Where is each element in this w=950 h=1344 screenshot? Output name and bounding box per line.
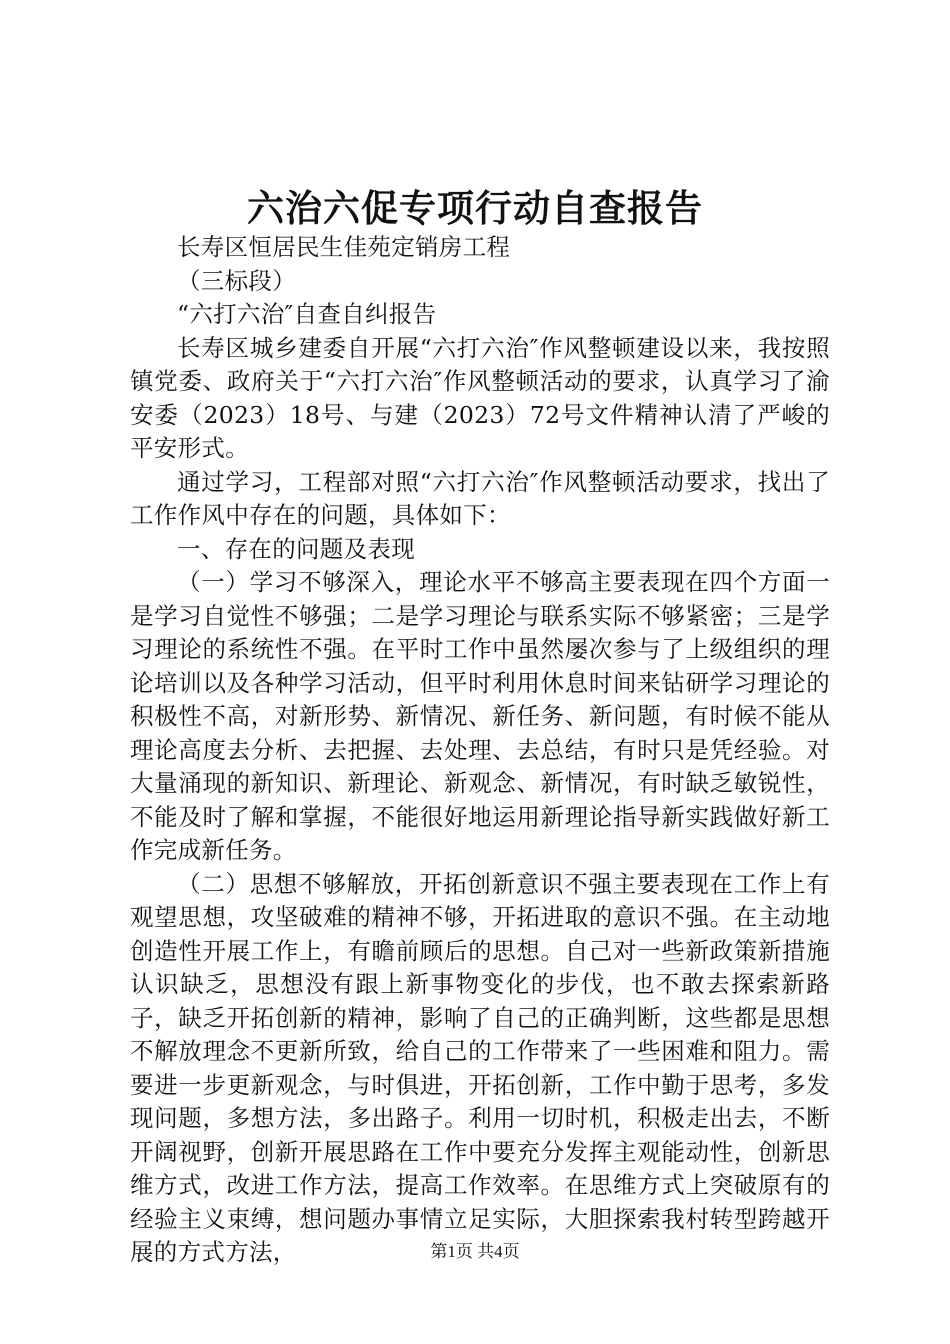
project-name-line: 长寿区恒居民生佳苑定销房工程 [177, 233, 511, 261]
problem-two-paragraph: （二）思想不够解放，开拓创新意识不强主要表现在工作上有观望思想，攻坚破难的精神不够，开拓进取的意识不强。在主动地创造性开展工作上，有瞻前顾后的思想。自己对一些新政策新措施认识缺乏，思想没有跟上新事物变化的步伐，也不敢去探索新路子，缺乏开拓创新的精神，影响了自己的正确判断，这些都是思想不解放理念不更新所致，给自己的工作带来了一些困难和阻力。需要进一步更新观念，与时俱进，开拓创新，工作中勤于思考，多发现问题，多想方法，多出路子。利用一切时机，积极走出去，不断开阔视野，创新开展思路在工作中要充分发挥主观能动性，创新思维方式，改进工作方法，提高工作效率。在思维方式上突破原有的经验主义束缚，想问题办事情立足实际，大胆探索我村转型跨越开展的方式方法， [130, 869, 830, 1266]
section-heading-problems: 一、存在的问题及表现 [177, 534, 415, 563]
document-body [130, 231, 830, 1270]
study-paragraph: 通过学习，工程部对照“六打六治″作风整顿活动要求，找出了工作作风中存在的问题，具体如下： [130, 467, 830, 529]
report-subtitle-line: “六打六治″自查自纠报告 [177, 300, 437, 328]
problem-one-paragraph: （一）学习不够深入，理论水平不够高主要表现在四个方面一是学习自觉性不够强；二是学习理论与联系实际不够紧密；三是学习理论的系统性不强。在平时工作中虽然屡次参与了上级组织的理论培训以及各种学习活动，但平时利用休息时间来钻研学习理论的积极性不高，对新形势、新情况、新任务、新问题，有时候不能从理论高度去分析、去把握、去处理、去总结，有时只是凭经验。对大量涌现的新知识、新理论、新观念、新情况，有时缺乏敏锐性，不能及时了解和掌握，不能很好地运用新理论指导新实践做好新工作完成新任务。 [130, 568, 830, 864]
section-label-line: （三标段） [177, 266, 296, 295]
intro-paragraph: 长寿区城乡建委自开展“六打六治″作风整顿建设以来，我按照镇党委、政府关于“六打六治″作风整顿活动的要求，认真学习了渝安委（2023）18号、与建（2023）72号文件精神认清了严峻的平安形式。 [130, 333, 830, 462]
page-number-footer: 第1页 共4页 [430, 1242, 520, 1261]
document-title: 六治六促专项行动自查报告 [247, 186, 703, 230]
